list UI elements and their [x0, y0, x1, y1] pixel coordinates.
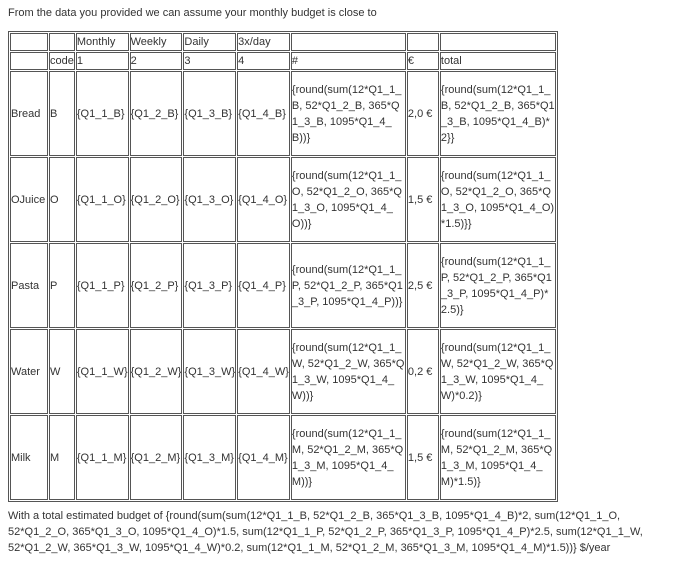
header-3x-day: 3x/day: [237, 33, 290, 51]
header-cell: [49, 33, 75, 51]
yearly-total-formula-cell: {round(sum(12*Q1_1_M, 52*Q1_2_M, 365*Q1_3_M, 1095*Q1_4_M)*1.5)}: [440, 415, 556, 500]
item-code-cell: M: [49, 415, 75, 500]
monthly-value-cell: {Q1_1_M}: [76, 415, 129, 500]
weekly-value-cell: {Q1_2_B}: [130, 71, 183, 156]
header-cell: [10, 52, 48, 70]
header-cell: [291, 33, 406, 51]
item-name-cell: OJuice: [10, 157, 48, 242]
three-per-day-value-cell: {Q1_4_B}: [237, 71, 290, 156]
unit-price-cell: 1,5 €: [407, 157, 439, 242]
unit-price-cell: 2,5 €: [407, 243, 439, 328]
weekly-value-cell: {Q1_2_P}: [130, 243, 183, 328]
total-budget-text: With a total estimated budget of {round(sum(sum(12*Q1_1_B, 52*Q1_2_B, 365*Q1_3_B, 1095*Q1_4_B)*2, sum(12*Q1_1_O, 52*Q1_2_O, 365*Q1_3_O, 1095*Q1_4_O)*1.5, sum(12*Q1_1_P, 52*Q1_2_P, 365*Q1_3_P, 1095*Q1_4_P)*2.5, sum(12*Q1_1_W, 52*Q1_2_W, 365*Q1_3_W, 1095*Q1_4_W)*0.2, sum(12*Q1_1_M, 52*Q1_2_M, 365*Q1_3_M, 1095*Q1_4_M)*1.5))} $/year: [8, 510, 643, 554]
header-row-codes: [10, 52, 556, 70]
table-row: [10, 415, 556, 500]
header-cell: [407, 33, 439, 51]
item-name-cell: Water: [10, 329, 48, 414]
header-price: €: [407, 52, 439, 70]
header-weekly: Weekly: [130, 33, 183, 51]
item-code-cell: P: [49, 243, 75, 328]
yearly-count-formula-cell: {round(sum(12*Q1_1_M, 52*Q1_2_M, 365*Q1_3_M, 1095*Q1_4_M))}: [291, 415, 406, 500]
table-row: [10, 157, 556, 242]
daily-value-cell: {Q1_3_P}: [183, 243, 236, 328]
weekly-value-cell: {Q1_2_W}: [130, 329, 183, 414]
yearly-count-formula-cell: {round(sum(12*Q1_1_P, 52*Q1_2_P, 365*Q1_3_P, 1095*Q1_4_P))}: [291, 243, 406, 328]
daily-value-cell: {Q1_3_M}: [183, 415, 236, 500]
header-daily: Daily: [183, 33, 236, 51]
item-code-cell: B: [49, 71, 75, 156]
yearly-total-formula-cell: {round(sum(12*Q1_1_B, 52*Q1_2_B, 365*Q1_3_B, 1095*Q1_4_B)*2}}: [440, 71, 556, 156]
daily-value-cell: {Q1_3_O}: [183, 157, 236, 242]
monthly-value-cell: {Q1_1_P}: [76, 243, 129, 328]
monthly-value-cell: {Q1_1_W}: [76, 329, 129, 414]
monthly-value-cell: {Q1_1_O}: [76, 157, 129, 242]
item-code-cell: W: [49, 329, 75, 414]
yearly-count-formula-cell: {round(sum(12*Q1_1_B, 52*Q1_2_B, 365*Q1_3_B, 1095*Q1_4_B))}: [291, 71, 406, 156]
yearly-total-formula-cell: {round(sum(12*Q1_1_P, 52*Q1_2_P, 365*Q1_3_P, 1095*Q1_4_P)*2.5)}: [440, 243, 556, 328]
table-row: [10, 71, 556, 156]
yearly-count-formula-cell: {round(sum(12*Q1_1_W, 52*Q1_2_W, 365*Q1_3_W, 1095*Q1_4_W))}: [291, 329, 406, 414]
daily-value-cell: {Q1_3_W}: [183, 329, 236, 414]
weekly-value-cell: {Q1_2_M}: [130, 415, 183, 500]
item-name-cell: Pasta: [10, 243, 48, 328]
header-cell: [10, 33, 48, 51]
header-col-4: 4: [237, 52, 290, 70]
yearly-total-formula-cell: {round(sum(12*Q1_1_W, 52*Q1_2_W, 365*Q1_3_W, 1095*Q1_4_W)*0.2)}: [440, 329, 556, 414]
intro-text: From the data you provided we can assume your monthly budget is close to: [8, 7, 377, 19]
monthly-value-cell: {Q1_1_B}: [76, 71, 129, 156]
three-per-day-value-cell: {Q1_4_W}: [237, 329, 290, 414]
item-code-cell: O: [49, 157, 75, 242]
header-col-1: 1: [76, 52, 129, 70]
unit-price-cell: 1,5 €: [407, 415, 439, 500]
header-total: total: [440, 52, 556, 70]
header-col-3: 3: [183, 52, 236, 70]
unit-price-cell: 0,2 €: [407, 329, 439, 414]
header-col-2: 2: [130, 52, 183, 70]
table-row: [10, 329, 556, 414]
header-monthly: Monthly: [76, 33, 129, 51]
header-code: code: [49, 52, 75, 70]
header-count: #: [291, 52, 406, 70]
weekly-value-cell: {Q1_2_O}: [130, 157, 183, 242]
unit-price-cell: 2,0 €: [407, 71, 439, 156]
table-row: [10, 243, 556, 328]
item-name-cell: Bread: [10, 71, 48, 156]
header-row-frequency: [10, 33, 556, 51]
three-per-day-value-cell: {Q1_4_M}: [237, 415, 290, 500]
three-per-day-value-cell: {Q1_4_P}: [237, 243, 290, 328]
yearly-total-formula-cell: {round(sum(12*Q1_1_O, 52*Q1_2_O, 365*Q1_3_O, 1095*Q1_4_O)*1.5)}}: [440, 157, 556, 242]
yearly-count-formula-cell: {round(sum(12*Q1_1_O, 52*Q1_2_O, 365*Q1_3_O, 1095*Q1_4_O))}: [291, 157, 406, 242]
header-cell: [440, 33, 556, 51]
budget-table: [8, 31, 558, 502]
item-name-cell: Milk: [10, 415, 48, 500]
daily-value-cell: {Q1_3_B}: [183, 71, 236, 156]
three-per-day-value-cell: {Q1_4_O}: [237, 157, 290, 242]
